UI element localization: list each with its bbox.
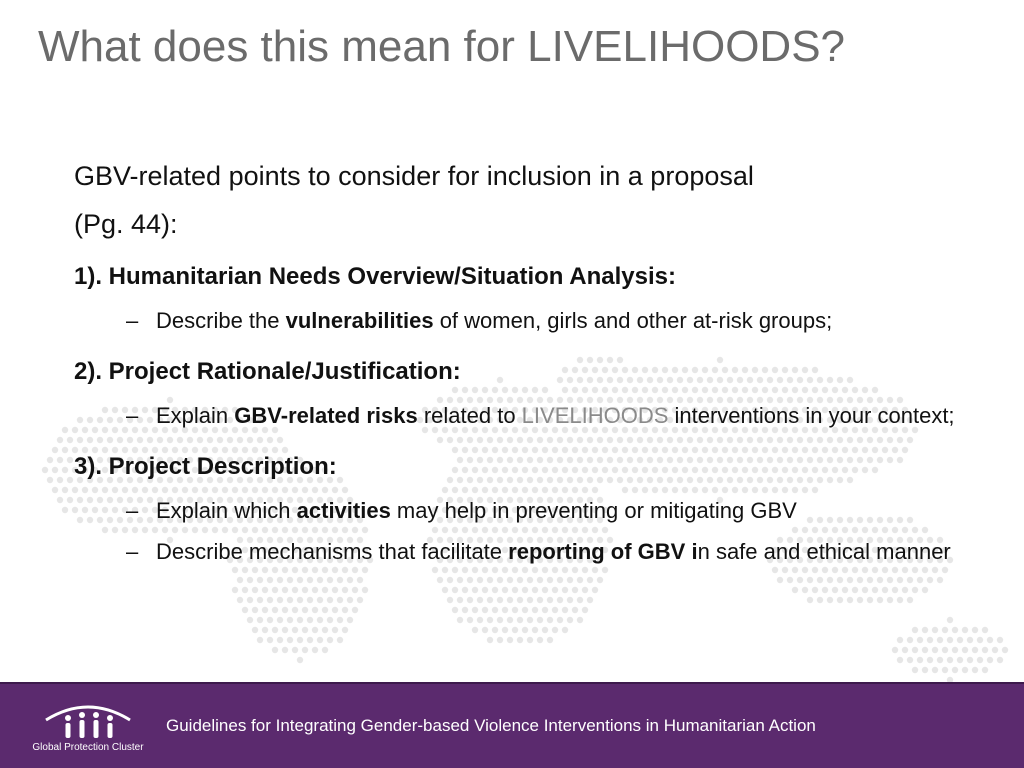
bullet-text: Explain [156, 403, 235, 428]
highlight-text: LIVELIHOODS [521, 403, 669, 428]
bullet-dash: – [126, 308, 139, 333]
footer-bar [0, 682, 1024, 768]
bullet-text: related to [417, 403, 522, 428]
bullet-text: interventions in your context; [668, 403, 955, 428]
bullet-text: of women, girls and other at-risk groups; [433, 308, 833, 333]
section-heading-2: 2). Project Rationale/Justification: [74, 358, 461, 385]
bullet-text: n safe and ethical manner [697, 539, 951, 564]
section-heading-1: 1). Humanitarian Needs Overview/Situation Analysis: [74, 263, 676, 290]
bullet-item [126, 494, 994, 527]
bullet-item [126, 535, 994, 568]
bullet-dash: – [126, 539, 139, 564]
emphasis-text: GBV-related risks [234, 403, 418, 428]
section-heading-3: 3). Project Description: [74, 453, 337, 480]
bullet-dash: – [126, 403, 139, 428]
people-logo-icon [28, 694, 148, 744]
bullet-item [126, 399, 994, 432]
bullet-text: Explain which [156, 498, 297, 523]
section-list [74, 260, 994, 568]
intro-line-1: GBV-related points to consider for inclusion in a proposal [74, 161, 754, 191]
slide-title: What does this mean for LIVELIHOODS? [38, 22, 846, 71]
bullet-text: Describe mechanisms that facilitate [156, 539, 509, 564]
bullet-item [126, 304, 994, 337]
slide-content [74, 152, 994, 576]
emphasis-text: vulnerabilities [285, 308, 434, 333]
bullet-text: may help in preventing or mitigating GBV [390, 498, 797, 523]
global-protection-cluster-logo [28, 694, 148, 764]
bullet-text: Describe the [156, 308, 286, 333]
emphasis-text: activities [296, 498, 391, 523]
intro-line-2: (Pg. 44): [74, 209, 178, 239]
intro-text [74, 152, 994, 248]
logo-label: Global Protection Cluster [32, 742, 144, 753]
bullet-dash: – [126, 498, 139, 523]
emphasis-text: reporting of GBV i [508, 539, 698, 564]
footer-title: Guidelines for Integrating Gender-based Violence Interventions in Humanitarian Action [166, 716, 816, 735]
